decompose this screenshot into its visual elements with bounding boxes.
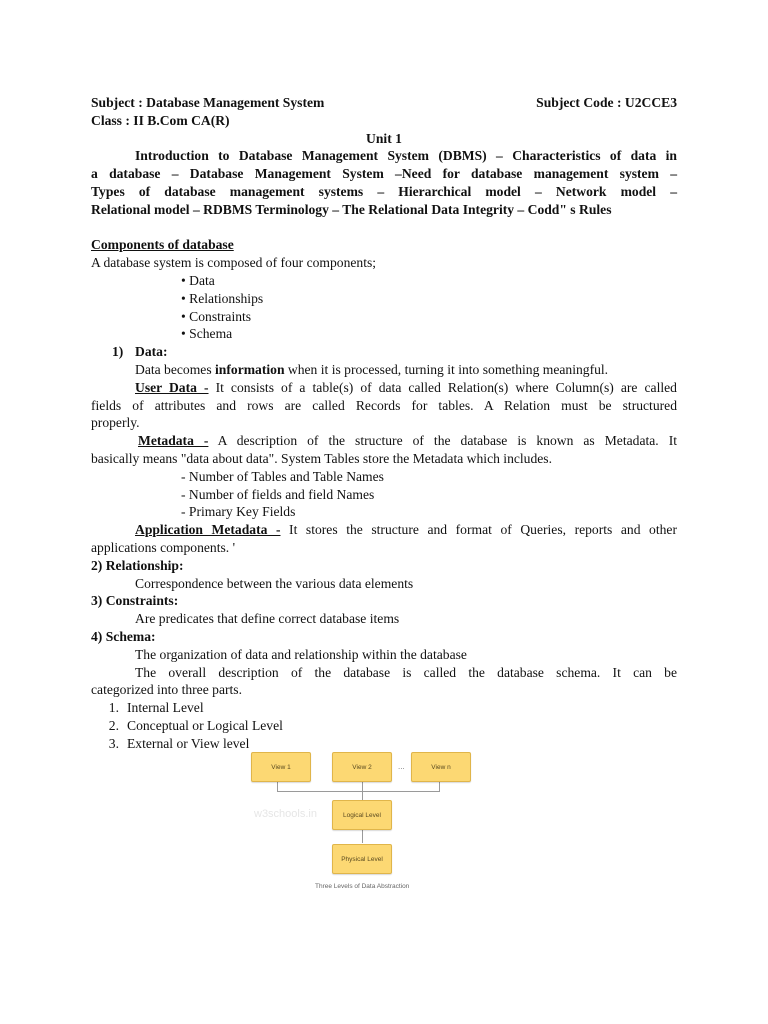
data-heading xyxy=(91,343,677,361)
level-number: 3. xyxy=(108,735,119,751)
schema-text: The organization of data and relationship within the database xyxy=(135,646,467,662)
level-number: 1. xyxy=(108,700,119,716)
metadata-item: - Primary Key Fields xyxy=(181,504,296,520)
user-data-line xyxy=(91,379,677,397)
syllabus-line: Types of database management systems – Hierarchical model – Network model – xyxy=(91,183,677,199)
level-text: Internal Level xyxy=(127,700,204,716)
level-text: Conceptual or Logical Level xyxy=(127,717,283,733)
diagram-caption: Three Levels of Data Abstraction xyxy=(315,883,410,890)
constraints-heading: 3) Constraints: xyxy=(91,593,179,609)
data-number: 1) xyxy=(112,344,124,360)
connector-line xyxy=(277,791,440,792)
level-text: External or View level xyxy=(127,735,250,751)
syllabus-line: Relational model – RDBMS Terminology – The Relational Data Integrity – Codd" s Rules xyxy=(91,201,612,217)
data-abstraction-diagram xyxy=(248,750,480,898)
subject-line xyxy=(91,94,677,112)
unit-title: Unit 1 xyxy=(366,130,402,146)
metadata-label: Metadata - xyxy=(138,433,209,449)
connector-line xyxy=(362,828,363,843)
view-n-box: View n xyxy=(411,752,471,782)
user-data-label: User Data - xyxy=(135,379,209,395)
app-metadata-label: Application Metadata - xyxy=(135,522,281,538)
user-data-line: fields of attributes and rows are called Records for tables. A Relation must be structured xyxy=(91,397,677,413)
bullet-item: • Constraints xyxy=(181,308,252,324)
data-heading-text: Data: xyxy=(135,344,168,360)
level-item xyxy=(91,717,677,735)
components-heading: Components of database xyxy=(91,237,234,253)
subject-code: Subject Code : U2CCE3 xyxy=(536,95,677,110)
connector-line xyxy=(277,781,278,791)
watermark: w3schools.in xyxy=(254,808,317,820)
connector-line xyxy=(439,781,440,791)
metadata-text: A description of the structure of the database is known as Metadata. It xyxy=(208,433,677,449)
app-metadata-text: It stores the structure and format of Queries, reports and other xyxy=(280,522,677,538)
class-line: Class : II B.Com CA(R) xyxy=(91,112,230,128)
app-metadata-line: applications components. ' xyxy=(91,539,236,555)
user-data-line: properly. xyxy=(91,415,140,431)
user-data-text: It consists of a table(s) of data called Relation(s) where Column(s) are called xyxy=(208,379,677,395)
schema-desc-line: categorized into three parts. xyxy=(91,682,242,698)
level-item xyxy=(91,699,677,717)
app-metadata-line xyxy=(91,521,677,539)
relationship-text: Correspondence between the various data elements xyxy=(135,575,414,591)
relationship-heading: 2) Relationship: xyxy=(91,557,184,573)
constraints-text: Are predicates that define correct database items xyxy=(135,611,400,627)
metadata-line xyxy=(91,432,677,450)
data-info-line xyxy=(91,361,677,379)
schema-desc-line: The overall description of the database is called the database schema. It can be xyxy=(135,664,677,680)
data-info-pre: Data becomes xyxy=(135,361,216,377)
level-number: 2. xyxy=(108,717,119,733)
subject-text: Subject : Database Management System xyxy=(91,95,325,110)
bullet-item: • Data xyxy=(181,272,215,288)
view-1-box: View 1 xyxy=(251,752,311,782)
ellipsis: ... xyxy=(398,762,405,771)
logical-level-box: Logical Level xyxy=(332,800,392,830)
schema-heading: 4) Schema: xyxy=(91,628,156,644)
syllabus-line: a database – Database Management System –Need for database management system – xyxy=(91,166,677,182)
blank-line xyxy=(91,219,677,237)
physical-level-box: Physical Level xyxy=(332,844,392,874)
syllabus-line: Introduction to Database Management System (DBMS) – Characteristics of data in xyxy=(135,148,677,164)
metadata-item: - Number of fields and field Names xyxy=(181,486,375,502)
view-2-box: View 2 xyxy=(332,752,392,782)
components-intro: A database system is composed of four components; xyxy=(91,255,377,271)
data-info-bold: information xyxy=(215,361,285,377)
metadata-item: - Number of Tables and Table Names xyxy=(181,468,384,484)
document-page xyxy=(91,94,677,752)
data-info-post: when it is processed, turning it into something meaningful. xyxy=(284,361,609,377)
metadata-line: basically means "data about data". System Tables store the Metadata which includes. xyxy=(91,450,552,466)
bullet-item: • Relationships xyxy=(181,290,264,306)
bullet-item: • Schema xyxy=(181,326,233,342)
